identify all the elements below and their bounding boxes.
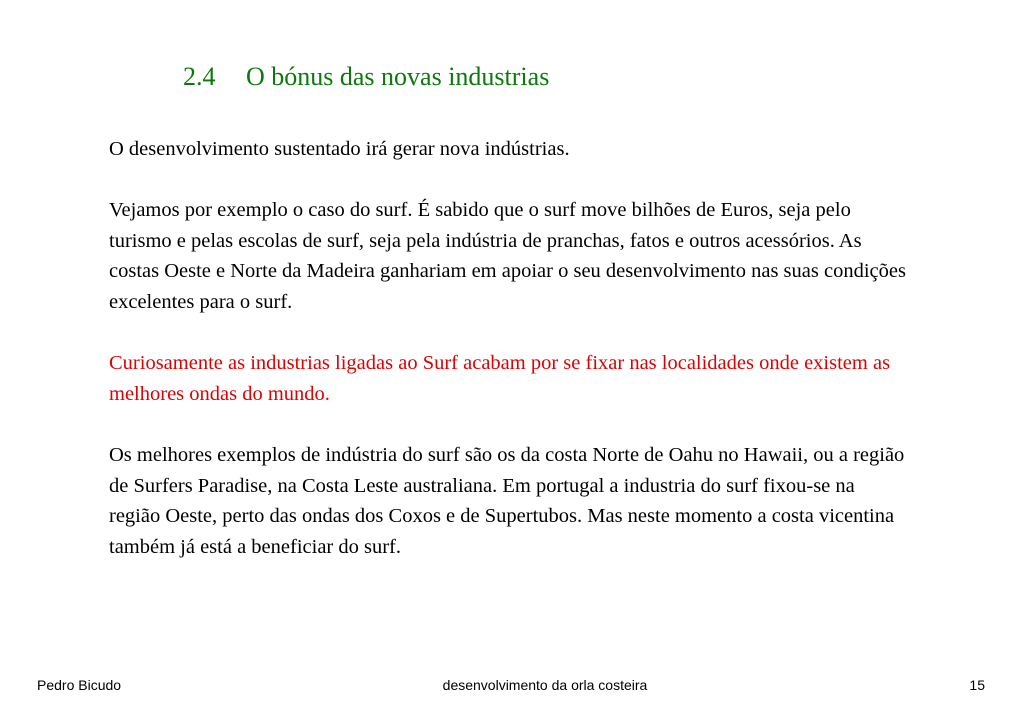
section-number: 2.4: [183, 62, 216, 91]
footer-page-number: 15: [969, 677, 985, 693]
section-title-text: O bónus das novas industrias: [246, 62, 550, 91]
slide-title: [183, 60, 549, 94]
paragraph-highlight: Curiosamente as industrias ligadas ao Surf acabam por se fixar nas localidades onde existem as melhores ondas do mundo.: [109, 352, 891, 405]
slide-body: [109, 134, 909, 593]
paragraph-surf-example: Vejamos por exemplo o caso do surf. É sabido que o surf move bilhões de Euros, seja pelo turismo e pelas escolas de surf, seja pela indústria de pranchas, fatos e outros acessórios. As costas Oeste e Norte da Madeira ganhariam em apoiar o seu desenvolvimento nas suas condições excelentes para o surf.: [109, 199, 906, 313]
footer-author: Pedro Bicudo: [37, 677, 122, 693]
paragraph-best-examples: Os melhores exemplos de indústria do surf são os da costa Norte de Oahu no Hawaii, ou a região de Surfers Paradise, na Costa Leste australiana. Em portugal a industria do surf fixou-se na região Oeste, perto das ondas dos Coxos e de Supertubos. Mas neste momento a costa vicentina também já está a beneficiar do surf.: [109, 443, 905, 558]
paragraph-intro: O desenvolvimento sustentado irá gerar nova indústrias.: [109, 138, 570, 160]
footer-topic: desenvolvimento da orla costeira: [442, 677, 648, 693]
